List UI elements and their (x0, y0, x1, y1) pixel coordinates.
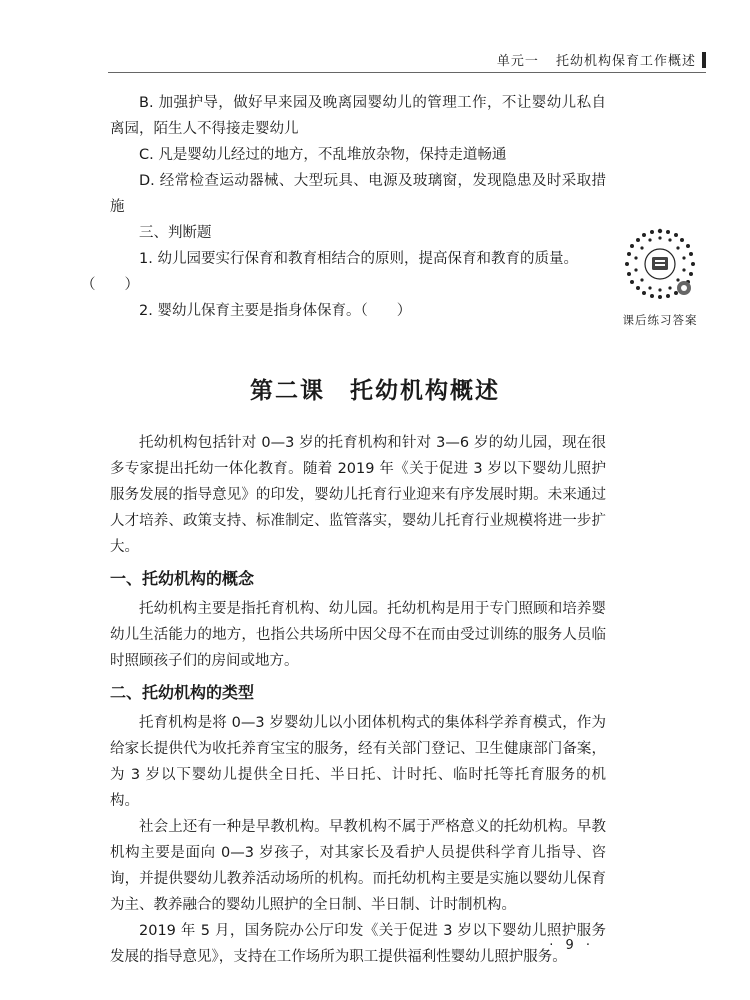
section-2-title: 二、托幼机构的类型 (110, 683, 255, 702)
page-number: · 9 · (549, 938, 594, 953)
lesson-body (110, 430, 606, 970)
option-b: B. 加强护导，做好早来园及晚离园婴幼儿的管理工作，不让婴幼儿私自离园，陌生人不得接走婴幼儿 (110, 95, 606, 137)
section-1-paragraph: 托幼机构主要是指托育机构、幼儿园。托幼机构是用于专门照顾和培养婴幼儿生活能力的地方，也指公共场所中因父母不在而由受过训练的服务人员临时照顾孩子们的房间或地方。 (110, 601, 606, 669)
header-rule (108, 72, 706, 73)
question-2: 2. 婴幼儿保育主要是指身体保育。（ ） (139, 303, 412, 319)
exercise-block (81, 90, 606, 324)
section-true-false-title: 三、判断题 (139, 225, 212, 241)
intro-paragraph: 托幼机构包括针对 0—3 岁的托育机构和针对 3—6 岁的幼儿园，现在很多专家提出托幼一体化教育。随着 2019 年《关于促进 3 岁以下婴幼儿照护服务发展的指导意见》的印发，婴幼儿托育行业迎来有序发展时期。未来通过人才培养、政策支持、标准制定、监管落实，婴幼儿托育行业规模将进一步扩大。 (110, 435, 606, 555)
section-2-paragraph-2: 社会上还有一种是早教机构。早教机构不属于严格意义的托幼机构。早教机构主要是面向 0—3 岁孩子，对其家长及看护人员提供科学育儿指导、咨询，并提供婴幼儿教养活动场所的机构。而托幼机构主要是实施以婴幼儿保育为主、教养融合的婴幼儿照护的全日制、半日制、计时制机构。 (110, 819, 606, 913)
unit-title: 托幼机构保育工作概述 (555, 54, 696, 69)
unit-label: 单元一 (496, 54, 539, 69)
section-2-paragraph-1: 托育机构是将 0—3 岁婴幼儿以小团体机构式的集体科学养育模式，作为给家长提供代为收托养育宝宝的服务，经有关部门登记、卫生健康部门备案，为 3 岁以下婴幼儿提供全日托、半日托、计时托、临时托等托育服务的机构。 (110, 715, 606, 809)
section-2-paragraph-3: 2019 年 5 月，国务院办公厅印发《关于促进 3 岁以下婴幼儿照护服务发展的指导意见》，支持在工作场所为职工提供福利性婴幼儿照护服务。 (110, 923, 606, 965)
header-bar-icon (702, 52, 706, 68)
question-1 (81, 246, 606, 298)
running-head (497, 50, 706, 69)
question-1-blank: （ ） (81, 277, 139, 293)
lesson-title: 第二课 托幼机构概述 (250, 378, 500, 404)
question-1-text: 1. 幼儿园要实行保育和教育相结合的原则，提高保育和教育的质量。 (139, 251, 578, 267)
option-c: C. 凡是婴幼儿经过的地方，不乱堆放杂物，保持走道畅通 (139, 147, 507, 163)
section-1-title: 一、托幼机构的概念 (110, 569, 255, 588)
qr-caption: 课后练习答案 (622, 313, 698, 327)
qr-block (620, 226, 700, 328)
option-d: D. 经常检查运动器械、大型玩具、电源及玻璃窗，发现隐患及时采取措施 (110, 173, 606, 215)
qr-code-icon[interactable] (622, 226, 698, 302)
